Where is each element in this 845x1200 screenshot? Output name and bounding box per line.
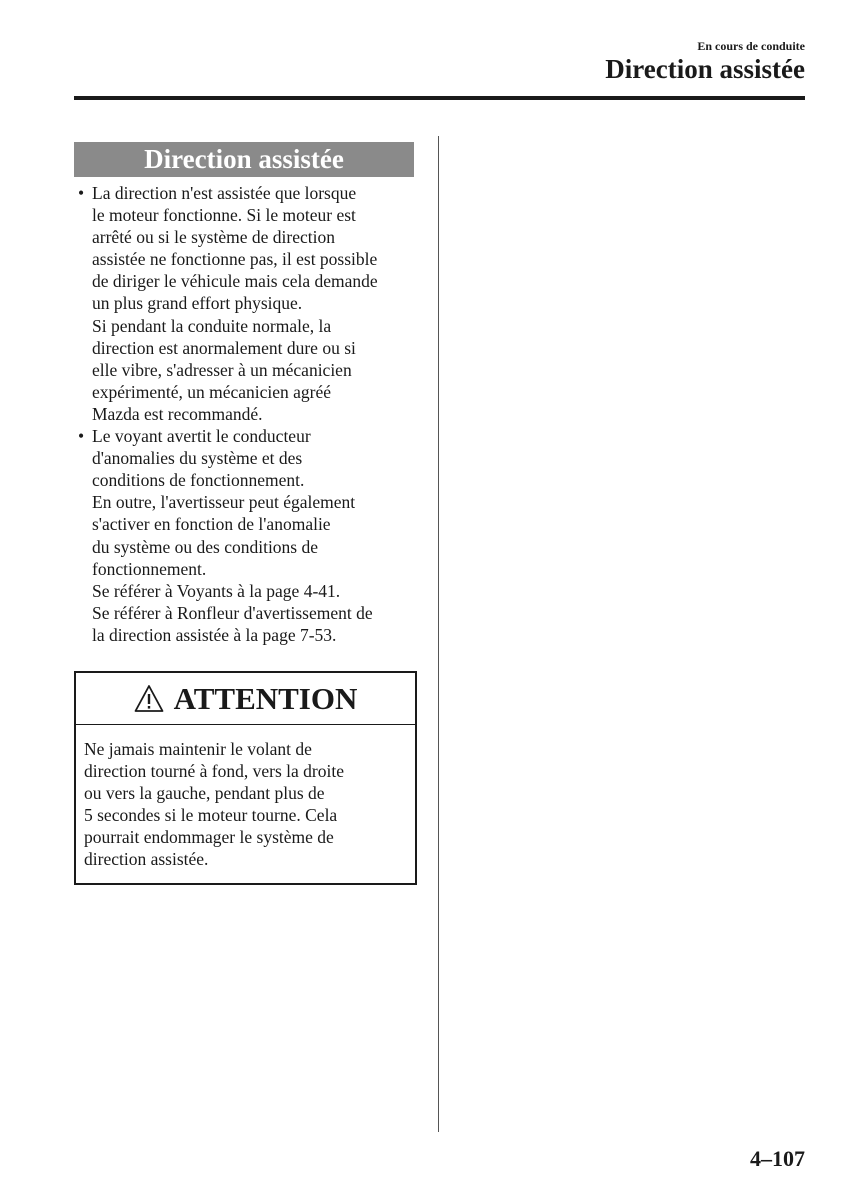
attention-title: ATTENTION xyxy=(173,680,358,716)
text-line: La direction n'est assistée que lorsque xyxy=(92,183,357,203)
section-title: Direction assistée xyxy=(74,142,414,177)
attention-box xyxy=(74,671,417,885)
text-line: ou vers la gauche, pendant plus de xyxy=(84,783,325,804)
bullet-mark: • xyxy=(78,183,85,203)
text-line: du système ou des conditions de xyxy=(92,536,319,557)
text-line: direction tourné à fond, vers la droite xyxy=(84,761,344,782)
text-line: pourrait endommager le système de xyxy=(84,827,334,848)
page-header-title: Direction assistée xyxy=(605,54,805,84)
chapter-header: En cours de conduite xyxy=(697,39,805,53)
section-body xyxy=(78,182,423,646)
text-line: la direction assistée à la page 7-53. xyxy=(92,624,337,645)
bullet-item xyxy=(78,182,423,425)
attention-text xyxy=(76,725,415,871)
text-line: Le voyant avertit le conducteur xyxy=(92,426,311,447)
text-line: expérimenté, un mécanicien agréé xyxy=(92,381,332,402)
bullet-item xyxy=(78,425,423,646)
column-divider xyxy=(438,136,439,1132)
text-line: Se référer à Voyants à la page 4-41. xyxy=(92,580,341,601)
text-line: direction est anormalement dure ou si xyxy=(92,337,356,358)
text-line: Se référer à Ronfleur d'avertissement de xyxy=(92,602,373,623)
page-number: 4–107 xyxy=(750,1146,805,1171)
text-line: conditions de fonctionnement. xyxy=(92,470,305,491)
warning-triangle-icon xyxy=(134,684,164,714)
text-line: s'activer en fonction de l'anomalie xyxy=(92,514,331,535)
text-line: elle vibre, s'adresser à un mécanicien xyxy=(92,359,352,380)
text-line: direction assistée. xyxy=(84,849,209,870)
text-line: En outre, l'avertisseur peut également xyxy=(92,492,356,513)
header-rule xyxy=(74,96,805,100)
text-line: Si pendant la conduite normale, la xyxy=(92,315,332,336)
text-line: assistée ne fonctionne pas, il est possible xyxy=(92,249,378,270)
text-line: Ne jamais maintenir le volant de xyxy=(84,739,312,759)
text-line: un plus grand effort physique. xyxy=(92,293,303,314)
text-line: arrêté ou si le système de direction xyxy=(92,227,335,248)
text-line: de diriger le véhicule mais cela demande xyxy=(92,271,378,292)
text-line: d'anomalies du système et des xyxy=(92,448,303,469)
attention-header xyxy=(76,673,415,725)
text-line: Mazda est recommandé. xyxy=(92,403,263,424)
bullet-mark: • xyxy=(78,426,85,447)
text-line: fonctionnement. xyxy=(92,558,207,579)
text-line: 5 secondes si le moteur tourne. Cela xyxy=(84,805,338,826)
text-line: le moteur fonctionne. Si le moteur est xyxy=(92,205,356,226)
